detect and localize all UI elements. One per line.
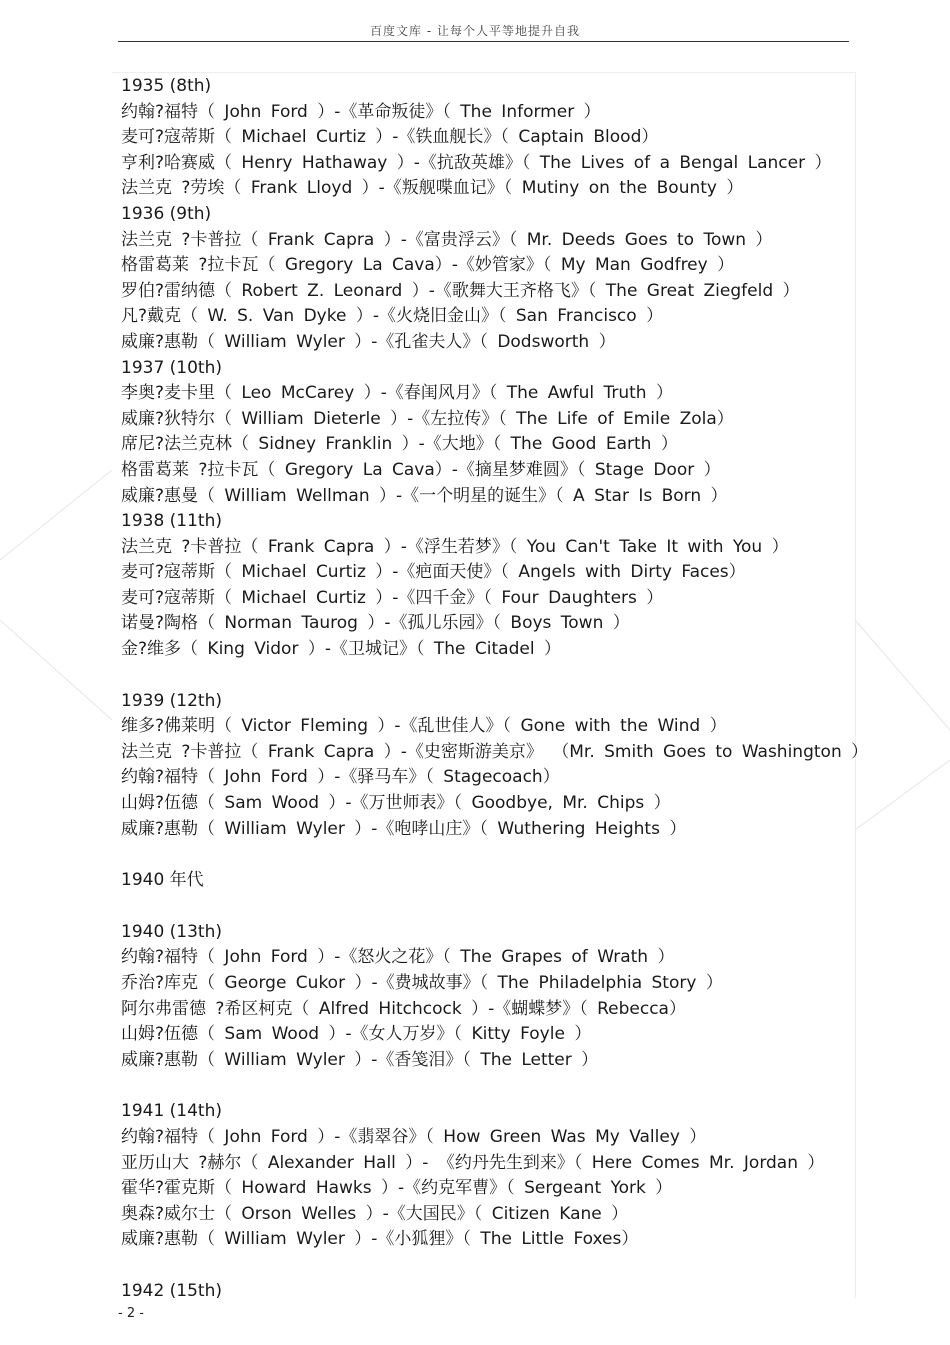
award-entry: 法兰克 ?劳埃（ Frank Lloyd ）-《叛舰喋血记》（ Mutiny on the Bounty ）: [121, 178, 744, 199]
award-entry: 阿尔弗雷德 ?希区柯克（ Alfred Hitchcock ）-《蝴蝶梦》（ Rebecca）: [121, 998, 686, 1019]
year-section: [121, 509, 851, 663]
award-entry: 李奥?麦卡里（ Leo McCarey ）-《春闺风月》（ The Awful Truth ）: [121, 383, 673, 404]
document-body: [121, 74, 869, 1305]
spacer: [121, 663, 851, 689]
year-heading: 1936 (9th): [121, 203, 212, 224]
award-entry: 约翰?福特（ John Ford ）-《怒火之花》（ The Grapes of Wrath ）: [121, 947, 675, 968]
award-entry: 诺曼?陶格（ Norman Taurog ）-《孤儿乐园》（ Boys Town ）: [121, 613, 630, 634]
award-entry: 格雷葛莱 ?拉卡瓦（ Gregory La Cava）-《妙管家》（ My Man Godfrey ）: [121, 255, 735, 276]
year-section: [121, 74, 851, 202]
spacer: [121, 1253, 851, 1279]
award-entry: 威廉?狄特尔（ William Dieterle ）-《左拉传》（ The Life of Emile Zola）: [121, 408, 734, 429]
year-section: [121, 1279, 851, 1305]
award-entry: 维多?佛莱明（ Victor Fleming ）-《乱世佳人》（ Gone with the Wind ）: [121, 716, 727, 737]
award-entry: 山姆?伍德（ Sam Wood ）-《女人万岁》（ Kitty Foyle ）: [121, 1024, 592, 1045]
award-entry: 麦可?寇蒂斯（ Michael Curtiz ）-《四千金》（ Four Daughters ）: [121, 587, 664, 608]
award-entry: 亨利?哈赛威（ Henry Hathaway ）-《抗敌英雄》（ The Lives of a Bengal Lancer ）: [121, 152, 832, 173]
award-entry: 奥森?威尔士（ Orson Welles ）-《大国民》（ Citizen Kane ）: [121, 1203, 629, 1224]
spacer: [121, 842, 851, 868]
award-entry: 罗伯?雷纳德（ Robert Z. Leonard ）-《歌舞大王齐格飞》（ The Great Ziegfeld ）: [121, 280, 800, 301]
award-entry: 法兰克 ?卡普拉（ Frank Capra ）-《富贵浮云》（ Mr. Deeds Goes to Town ）: [121, 229, 773, 250]
year-heading: 1942 (15th): [121, 1280, 223, 1301]
award-entry: 威廉?惠曼（ William Wellman ）-《一个明星的诞生》（ A Star Is Born ）: [121, 485, 728, 506]
year-section: [121, 689, 869, 843]
year-heading: 1937 (10th): [121, 357, 223, 378]
award-entry: 威廉?惠勒（ William Wyler ）-《孔雀夫人》（ Dodsworth ）: [121, 331, 616, 352]
year-heading: 1940 (13th): [121, 921, 223, 942]
award-entry: 法兰克 ?卡普拉（ Frank Capra ）-《史密斯游美京》 （Mr. Smith Goes to Washington ）: [121, 741, 869, 762]
award-entry: 威廉?惠勒（ William Wyler ）-《小狐狸》（ The Little Foxes）: [121, 1229, 639, 1250]
award-entry: 亚历山大 ?赫尔（ Alexander Hall ）- 《约丹先生到来》（ Here Comes Mr. Jordan ）: [121, 1152, 825, 1173]
award-entry: 凡?戴克（ W. S. Van Dyke ）-《火烧旧金山》（ San Francisco ）: [121, 306, 664, 327]
award-entry: 威廉?惠勒（ William Wyler ）-《香笺泪》（ The Letter ）: [121, 1049, 599, 1070]
award-entry: 麦可?寇蒂斯（ Michael Curtiz ）-《铁血舰长》（ Captain Blood）: [121, 127, 659, 148]
year-section: [121, 920, 851, 1074]
year-section: [121, 202, 851, 356]
year-heading: 1938 (11th): [121, 511, 223, 532]
award-entry: 乔治?库克（ George Cukor ）-《费城故事》（ The Philadelphia Story ）: [121, 973, 723, 993]
year-heading: 1939 (12th): [121, 690, 223, 711]
award-entry: 山姆?伍德（ Sam Wood ）-《万世师表》（ Goodbye, Mr. Chips ）: [121, 793, 671, 814]
award-entry: 约翰?福特（ John Ford ）-《革命叛徒》（ The Informer ）: [121, 101, 601, 122]
award-entry: 席尼?法兰克林（ Sidney Franklin ）-《大地》（ The Good Earth ）: [121, 434, 678, 455]
award-entry: 约翰?福特（ John Ford ）-《驿马车》（ Stagecoach）: [121, 767, 560, 788]
year-heading: 1941 (14th): [121, 1101, 223, 1122]
award-entry: 霍华?霍克斯（ Howard Hawks ）-《约克军曹》（ Sergeant York ）: [121, 1178, 673, 1199]
award-entry: 威廉?惠勒（ William Wyler ）-《咆哮山庄》（ Wuthering Heights ）: [121, 818, 687, 839]
page-number: - 2 -: [118, 1306, 144, 1321]
header-divider: [118, 41, 849, 42]
award-entry: 格雷葛莱 ?拉卡瓦（ Gregory La Cava）-《摘星梦难圆》（ Stage Door ）: [121, 459, 721, 480]
year-section: [121, 1099, 851, 1253]
award-entry: 金?维多（ King Vidor ）-《卫城记》（ The Citadel ）: [121, 639, 561, 660]
spacer: [121, 894, 851, 920]
award-entry: 麦可?寇蒂斯（ Michael Curtiz ）-《疤面天使》（ Angels with Dirty Faces）: [121, 562, 746, 583]
spacer: [121, 1073, 851, 1099]
award-entry: 约翰?福特（ John Ford ）-《翡翠谷》（ How Green Was My Valley ）: [121, 1126, 707, 1147]
year-section: [121, 356, 851, 510]
decade-heading: 1940 年代: [121, 870, 204, 891]
year-heading: 1935 (8th): [121, 76, 212, 96]
award-entry: 法兰克 ?卡普拉（ Frank Capra ）-《浮生若梦》（ You Can't Take It with You ）: [121, 536, 789, 557]
document-header: 百度文库 - 让每个人平等地提升自我: [370, 24, 580, 38]
